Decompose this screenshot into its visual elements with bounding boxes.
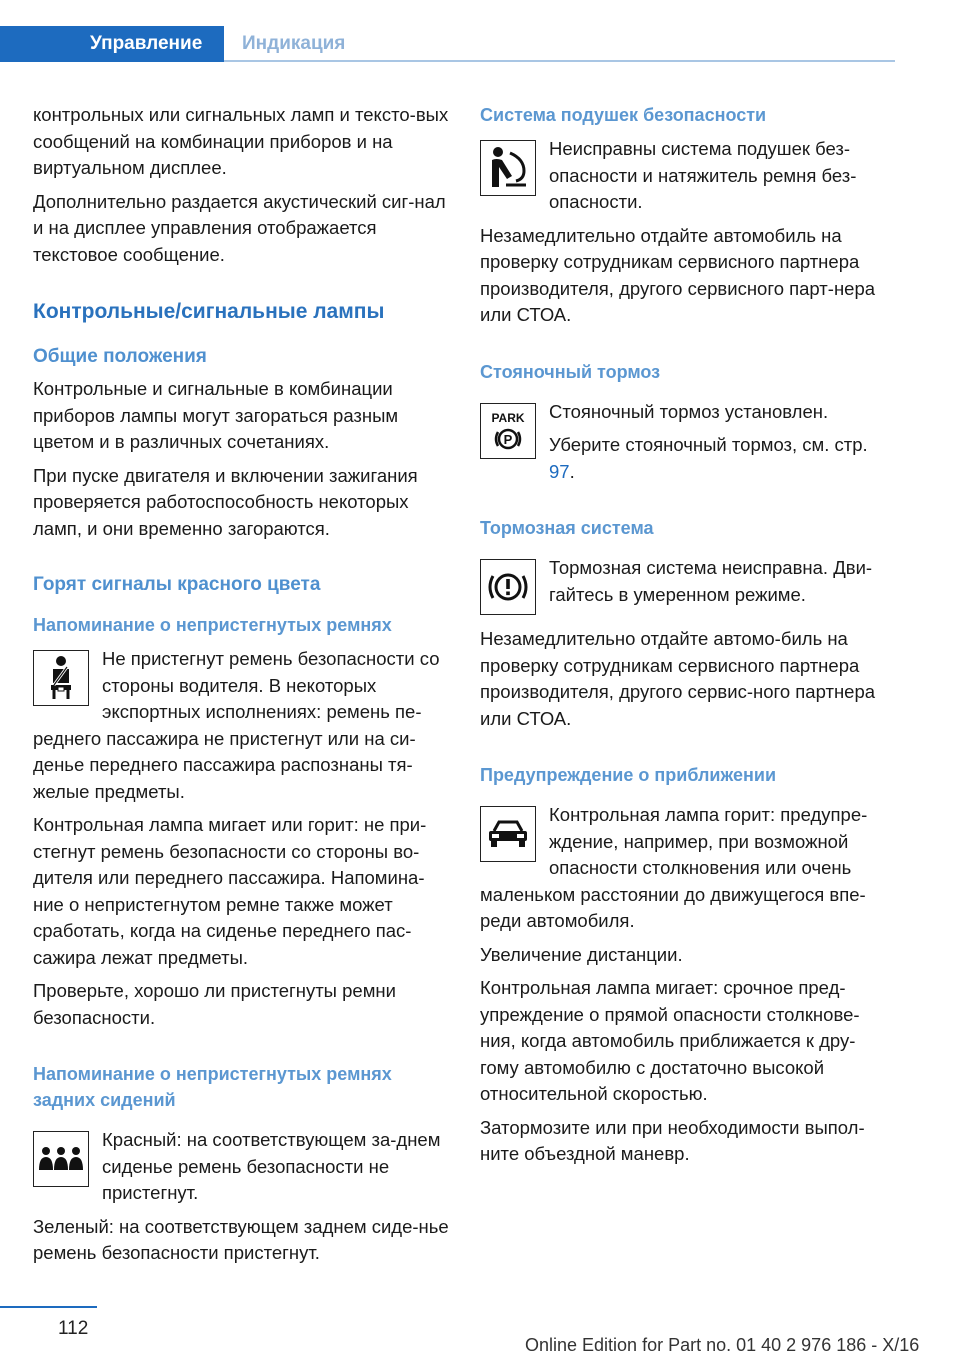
paragraph: Незамедлительно отдайте автомобиль на проверку сотрудникам сервисного партнера производителя, другого сервисного парт-нера или СТОА. (480, 224, 876, 325)
paragraph: Дополнительно раздается акустический сиг-нал и на дисплее управления отображается текстовое сообщение. (33, 190, 446, 265)
paragraph: Контрольная лампа мигает: срочное пред-упреждение о прямой опасности столкнове-ния, когда автомобиль приближается к дру-гому автомобилю с достаточно высокой относительной скоростью. (480, 977, 860, 1104)
right-column (480, 102, 892, 1175)
airbag-warning-block (480, 136, 892, 216)
seatbelt-icon (33, 650, 89, 706)
belt-warning-block (33, 646, 453, 805)
parking-brake-icon (480, 403, 536, 459)
paragraph: Незамедлительно отдайте автомо-биль на проверку сотрудникам сервисного партнера производителя, другого сервис-ного партнера или СТОА. (480, 628, 876, 729)
section-title-red-signals: Горят сигналы красного цвета (33, 574, 321, 595)
brake-warning-icon (480, 559, 536, 615)
rear-seats-icon (33, 1131, 89, 1187)
park-icon-label: PARK (491, 410, 525, 425)
park-text: Уберите стояночный тормоз, см. стр. (549, 434, 868, 455)
paragraph: Проверьте, хорошо ли пристегнуты ремни безопасности. (33, 980, 396, 1028)
approach-warning-block (480, 802, 892, 935)
paragraph: Не пристегнут ремень безопасности со стороны водителя. В некоторых экспортных исполнениях: ремень пе-реднего пассажира не пристегнут или на си-денье переднего пассажира распознаны тя-желые предметы. (33, 648, 440, 802)
footer-accent-line (0, 1306, 97, 1308)
paragraph: Тормозная система неисправна. Дви-гайтесь в умеренном режиме. (549, 557, 873, 605)
paragraph: Контрольные и сигнальные в комбинации приборов лампы могут загораться разным цветом и в различных сочетаниях. (33, 378, 399, 452)
subsection-title-brake-system: Тормозная система (480, 518, 654, 538)
subsection-title-approach-warning: Предупреждение о приближении (480, 765, 777, 785)
section-title-lamps: Контрольные/сигнальные лампы (33, 300, 385, 323)
subsection-title-rear-belt: Напоминание о непристегнутых ремнях задних сидений (33, 1064, 392, 1110)
rear-belt-block (33, 1127, 453, 1207)
svg-text:P: P (503, 431, 513, 447)
parking-brake-block (480, 399, 892, 486)
park-text-end: . (569, 460, 575, 482)
paragraph: Зеленый: на соответствующем заднем сиде-нье ремень безопасности пристегнут. (33, 1215, 449, 1263)
page-reference-link[interactable]: 97 (549, 460, 570, 482)
subsection-title-airbag: Система подушек безопасности (480, 105, 767, 125)
paragraph: При пуске двигателя и включении зажигания проверяется работоспособность некоторых ламп, и они временно загораются. (33, 464, 418, 539)
subsection-title-parking-brake: Стояночный тормоз (480, 361, 661, 382)
paragraph: контрольных или сигнальных ламп и тексто-вых сообщений на комбинации приборов и на виртуальном дисплее. (33, 104, 449, 178)
car-ahead-icon (480, 806, 536, 862)
paragraph: Красный: на соответствующем за-днем сиденье ремень безопасности не пристегнут. (102, 1129, 441, 1203)
paragraph: Контрольная лампа мигает или горит: не при-стегнут ремень безопасности со стороны во-дителя или переднего пассажира. Напомина-ние о непристегнутом ремне также может сработать, когда на сиденье переднего пас-сажира лежат предметы. (33, 814, 427, 968)
tab-indikatsiya[interactable]: Индикация (242, 33, 346, 54)
section-title-general: Общие положения (33, 346, 207, 367)
airbag-icon (480, 140, 536, 196)
left-column (33, 102, 453, 1274)
subsection-title-belt: Напоминание о непристегнутых ремнях (33, 615, 392, 635)
paragraph: Контрольная лампа горит: предупре-ждение, например, при возможной опасности столкновения или очень маленьком расстоянии до движущегося впе-реди автомобиля. (480, 804, 868, 931)
paragraph: Неисправны система подушек без-опасности и натяжитель ремня без-опасности. (549, 138, 857, 212)
brake-system-block (480, 555, 892, 619)
edition-note: Online Edition for Part no. 01 40 2 976 186 - X/16 (525, 1335, 920, 1355)
paragraph: Затормозите или при необходимости выпол-ните объездной маневр. (480, 1116, 865, 1164)
paragraph: Увеличение дистанции. (480, 943, 683, 965)
paragraph: Стояночный тормоз установлен. (549, 400, 829, 422)
page-number: 112 (58, 1318, 89, 1339)
paragraph (480, 432, 892, 485)
tab-upravlenie[interactable]: Управление (0, 26, 224, 62)
